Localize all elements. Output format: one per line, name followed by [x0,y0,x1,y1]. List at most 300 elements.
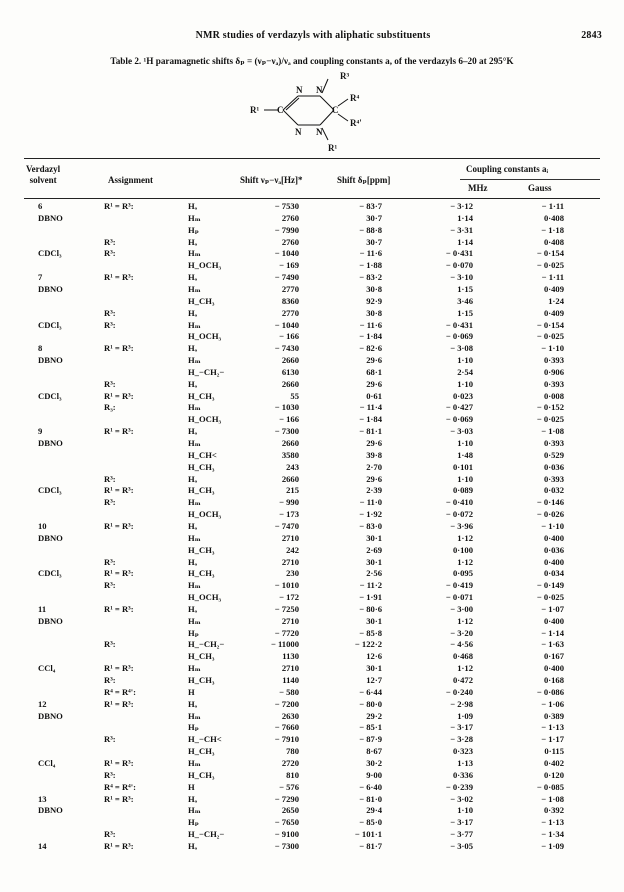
assignment-group-cell: R¹ = R³: [104,698,134,709]
header-mhz: MHz [468,183,488,193]
table-row [0,545,624,556]
shift-ppm-cell: − 81·1 [359,426,382,437]
assignment-atom-cell: H_OCH₃ [188,260,222,271]
coupling-gauss-cell: − 0·025 [536,260,564,271]
table-row [0,651,624,662]
shift-ppm-cell: − 80·0 [359,698,382,709]
table-row [0,722,624,733]
solvent-cell: DBNO [38,710,63,721]
shift-hz-cell: 2720 [281,757,299,768]
assignment-atom-cell: Hₒ [188,603,198,614]
coupling-mhz-cell: − 0·069 [445,414,473,425]
coupling-gauss-cell: − 0·152 [536,402,564,413]
coupling-gauss-cell: − 1·11 [541,201,564,211]
shift-ppm-cell: − 11·0 [359,497,382,508]
shift-hz-cell: − 172 [279,592,299,603]
coupling-gauss-cell: − 1·34 [541,829,564,840]
assignment-atom-cell: H_CH₃ [188,461,215,472]
solvent-cell: CDCl₃ [38,568,62,579]
table-row [0,284,624,295]
table-row [0,817,624,828]
shift-hz-cell: 780 [286,746,299,757]
shift-ppm-cell: 29·6 [366,438,382,448]
assignment-group-cell: R¹ = R³: [104,568,134,579]
coupling-gauss-cell: 0·400 [543,532,564,543]
shift-ppm-cell: 0·61 [366,390,382,401]
shift-ppm-cell: − 11·4 [359,402,382,413]
table-row [0,237,624,248]
assignment-atom-cell: Hₒ [188,236,198,247]
coupling-gauss-cell: 0·392 [543,805,564,816]
coupling-header-rule [460,179,600,180]
coupling-mhz-cell: 1·48 [457,449,473,460]
coupling-gauss-cell: 0·400 [543,556,564,567]
solvent-cell: DBNO [38,283,63,294]
shift-hz-cell: 2770 [281,283,299,294]
shift-hz-cell: 2760 [281,236,299,247]
table-row [0,734,624,745]
table-row [0,343,624,354]
shift-ppm-cell: 29·4 [366,805,382,816]
solvent-cell: CDCl₃ [38,390,62,401]
table-row [0,758,624,769]
shift-hz-cell: − 169 [279,260,299,271]
shift-hz-cell: − 990 [279,497,299,508]
n-bot2-label: N [316,127,323,137]
shift-ppm-cell: 8·67 [366,746,382,757]
assignment-atom-cell: Hₘ [188,580,201,591]
shift-ppm-cell: − 85·8 [359,627,382,638]
assignment-group-cell: R¹ = R³: [104,520,134,531]
solvent-cell: DBNO [38,438,63,448]
shift-hz-cell: − 1010 [274,580,299,591]
coupling-mhz-cell: − 0·419 [445,580,473,591]
coupling-gauss-cell: − 0·025 [536,331,564,342]
solvent-cell: 12 [38,698,47,709]
assignment-atom-cell: Hₘ [188,497,201,508]
n-top2-label: N [316,85,323,95]
shift-hz-cell: 2770 [281,307,299,318]
coupling-mhz-cell: 0·468 [452,651,473,662]
table-row [0,272,624,283]
shift-ppm-cell: − 1·91 [359,592,382,603]
solvent-cell: 8 [38,343,43,354]
table-row [0,201,624,212]
assignment-group-cell: R₃: [104,402,116,413]
assignment-group-cell: R³: [104,248,116,259]
shift-ppm-cell: − 11·6 [359,248,382,259]
table-row [0,663,624,674]
coupling-gauss-cell: − 1·08 [541,426,564,437]
shift-hz-cell: 2760 [281,212,299,223]
r3-label: R³ [340,71,350,81]
table-row [0,331,624,342]
coupling-mhz-cell: 0·336 [452,769,473,780]
assignment-group-cell: R³: [104,639,116,650]
coupling-gauss-cell: − 0·025 [536,414,564,425]
table-row [0,675,624,686]
coupling-gauss-cell: 0·408 [543,212,564,223]
shift-ppm-cell: − 81·7 [359,840,382,851]
solvent-cell: DBNO [38,805,63,816]
coupling-gauss-cell: − 1·14 [541,627,564,638]
shift-hz-cell: 2710 [281,532,299,543]
coupling-mhz-cell: 0·095 [452,568,473,579]
coupling-mhz-cell: 1·10 [457,438,473,448]
shift-ppm-cell: 12·7 [366,675,382,685]
table-row [0,355,624,366]
coupling-mhz-cell: − 3·20 [450,627,473,638]
coupling-gauss-cell: − 0·154 [536,319,564,330]
assignment-group-cell: R⁴ = R⁴': [104,686,137,697]
coupling-gauss-cell: 0·408 [543,236,564,247]
coupling-mhz-cell: 2·54 [457,366,473,377]
shift-hz-cell: 55 [290,390,299,401]
shift-hz-cell: 1140 [282,675,299,685]
solvent-cell: 7 [38,272,43,283]
assignment-atom-cell: H_CH₃ [188,390,215,401]
coupling-gauss-cell: − 1·09 [541,840,564,851]
coupling-mhz-cell: 1·10 [457,805,473,816]
coupling-gauss-cell: 0·402 [543,757,564,768]
assignment-group-cell: R¹ = R³: [104,390,134,401]
table-row [0,746,624,757]
shift-ppm-cell: − 101·1 [354,829,382,840]
coupling-gauss-cell: − 0·086 [536,686,564,697]
table-row [0,521,624,532]
coupling-gauss-cell: − 1·10 [541,343,564,354]
shift-hz-cell: − 580 [279,686,299,697]
assignment-atom-cell: Hₒ [188,201,198,211]
assignment-atom-cell: Hₚ [188,627,199,638]
table-row [0,782,624,793]
solvent-cell: 10 [38,520,47,531]
shift-hz-cell: 242 [286,544,299,555]
coupling-gauss-cell: − 0·146 [536,497,564,508]
assignment-group-cell: R³: [104,319,116,330]
coupling-mhz-cell: − 0·070 [445,260,473,271]
assignment-atom-cell: H_CH₃ [188,746,215,757]
table-row [0,711,624,722]
table-top-rule [24,158,600,159]
shift-hz-cell: − 166 [279,331,299,342]
assignment-group-cell: R³: [104,734,116,745]
shift-hz-cell: 2660 [281,378,299,389]
assignment-group-cell: R³: [104,675,116,685]
coupling-mhz-cell: − 3·00 [450,603,473,614]
header-assignment: Assignment [108,175,154,185]
table-row [0,687,624,698]
shift-hz-cell: − 166 [279,414,299,425]
coupling-gauss-cell: 0·906 [543,366,564,377]
header-coupling: Coupling constants aᵢ [466,164,549,174]
assignment-atom-cell: Hₒ [188,840,198,851]
assignment-group-cell: R³: [104,497,116,508]
assignment-atom-cell: Hₒ [188,556,198,567]
assignment-atom-cell: Hₘ [188,438,201,448]
shift-ppm-cell: 29·6 [366,378,382,389]
coupling-gauss-cell: 0·393 [543,355,564,366]
verdazyl-structure-diagram [250,68,390,154]
coupling-gauss-cell: − 1·06 [541,698,564,709]
shift-hz-cell: − 7530 [274,201,299,211]
coupling-mhz-cell: − 3·96 [450,520,473,531]
coupling-gauss-cell: 0·120 [543,769,564,780]
table-row [0,296,624,307]
assignment-atom-cell: Hₒ [188,378,198,389]
r1-left-label: R¹ [250,105,260,115]
coupling-mhz-cell: − 0·072 [445,509,473,520]
table-row [0,485,624,496]
assignment-atom-cell: H_OCH₃ [188,509,222,520]
assignment-atom-cell: H_OCH₃ [188,414,222,425]
shift-ppm-cell: − 1·88 [359,260,382,271]
shift-hz-cell: − 7300 [274,840,299,851]
coupling-mhz-cell: 1·09 [457,710,473,721]
coupling-mhz-cell: − 3·77 [450,829,473,840]
assignment-atom-cell: H_−CH< [188,734,222,745]
table-row [0,308,624,319]
assignment-atom-cell: Hₘ [188,212,201,223]
coupling-mhz-cell: − 2·98 [450,698,473,709]
shift-ppm-cell: 30·1 [366,556,382,567]
assignment-group-cell: R¹ = R³: [104,757,134,768]
coupling-gauss-cell: − 1·08 [541,793,564,804]
shift-hz-cell: − 173 [279,509,299,520]
coupling-mhz-cell: 1·12 [457,556,473,567]
shift-ppm-cell: − 6·44 [359,686,382,697]
table-row [0,426,624,437]
coupling-mhz-cell: 1·15 [457,283,473,294]
shift-hz-cell: 2710 [281,615,299,626]
table-header-rule [24,198,600,199]
assignment-atom-cell: Hₒ [188,698,198,709]
coupling-mhz-cell: − 3·17 [450,817,473,828]
coupling-gauss-cell: 0·034 [543,568,564,579]
coupling-mhz-cell: − 4·56 [450,639,473,650]
shift-hz-cell: 1130 [282,651,299,662]
coupling-mhz-cell: 1·12 [457,615,473,626]
assignment-atom-cell: Hₘ [188,283,201,294]
coupling-mhz-cell: − 3·17 [450,722,473,733]
shift-ppm-cell: − 83·0 [359,520,382,531]
shift-hz-cell: − 7470 [274,520,299,531]
assignment-atom-cell: Hₒ [188,307,198,318]
shift-ppm-cell: − 11·2 [359,580,382,591]
shift-ppm-cell: 29·6 [366,355,382,366]
solvent-cell: CDCl₃ [38,485,62,496]
shift-ppm-cell: 30·1 [366,615,382,626]
coupling-mhz-cell: 0·100 [452,544,473,555]
table-row [0,474,624,485]
assignment-group-cell: R⁴ = R⁴': [104,781,137,792]
assignment-group-cell: R³: [104,378,116,389]
assignment-atom-cell: Hₘ [188,710,201,721]
assignment-atom-cell: H_CH₃ [188,568,215,579]
coupling-gauss-cell: 0·036 [543,544,564,555]
coupling-mhz-cell: − 3·03 [450,426,473,437]
assignment-atom-cell: H_CH₃ [188,651,215,662]
coupling-gauss-cell: 0·409 [543,283,564,294]
shift-ppm-cell: 30·7 [366,236,382,247]
assignment-group-cell: R³: [104,473,116,484]
shift-hz-cell: − 7650 [274,817,299,828]
table-row [0,557,624,568]
assignment-atom-cell: H_−CH₂− [188,829,225,840]
assignment-atom-cell: H_CH₃ [188,544,215,555]
assignment-atom-cell: Hₘ [188,615,201,626]
coupling-gauss-cell: 0·032 [543,485,564,496]
shift-ppm-cell: 2·70 [366,461,382,472]
table-row [0,225,624,236]
coupling-gauss-cell: 0·400 [543,615,564,626]
assignment-group-cell: R³: [104,829,116,840]
assignment-atom-cell: Hₘ [188,355,201,366]
shift-ppm-cell: 30·8 [366,307,382,318]
shift-hz-cell: − 7290 [274,793,299,804]
table-row [0,391,624,402]
shift-ppm-cell: 2·56 [366,568,382,579]
shift-hz-cell: − 1040 [274,319,299,330]
solvent-cell: DBNO [38,615,63,626]
solvent-cell: CCl₄ [38,663,56,674]
assignment-group-cell: R³: [104,580,116,591]
shift-ppm-cell: − 83·2 [359,272,382,283]
table-row [0,628,624,639]
assignment-atom-cell: H_CH₃ [188,485,215,496]
table-row [0,805,624,816]
shift-ppm-cell: 68·1 [366,366,382,377]
shift-ppm-cell: − 80·6 [359,603,382,614]
shift-hz-cell: 2660 [281,438,299,448]
assignment-atom-cell: Hₘ [188,532,201,543]
shift-hz-cell: − 1030 [274,402,299,413]
coupling-gauss-cell: − 1·17 [541,734,564,745]
coupling-gauss-cell: 0·393 [543,378,564,389]
assignment-atom-cell: Hₚ [188,722,199,733]
shift-hz-cell: 2710 [281,663,299,674]
shift-hz-cell: − 7300 [274,426,299,437]
shift-hz-cell: 810 [286,769,299,780]
shift-hz-cell: − 576 [279,781,299,792]
shift-ppm-cell: 30·7 [366,212,382,223]
solvent-cell: CCl₄ [38,757,56,768]
assignment-group-cell: R¹ = R³: [104,663,134,674]
coupling-gauss-cell: 0·393 [543,473,564,484]
shift-hz-cell: 6130 [281,366,299,377]
shift-ppm-cell: 30·8 [366,283,382,294]
shift-hz-cell: − 7430 [274,343,299,354]
assignment-group-cell: R¹ = R³: [104,201,134,211]
assignment-group-cell: R¹ = R³: [104,485,134,496]
solvent-cell: 9 [38,426,43,437]
shift-hz-cell: 8360 [281,295,299,306]
assignment-group-cell: R¹ = R³: [104,343,134,354]
shift-hz-cell: 2630 [281,710,299,721]
assignment-group-cell: R³: [104,769,116,780]
coupling-mhz-cell: − 3·31 [450,224,473,235]
coupling-mhz-cell: − 0·071 [445,592,473,603]
coupling-mhz-cell: − 3·28 [450,734,473,745]
assignment-atom-cell: H [188,781,195,792]
page-number: 2843 [581,30,602,41]
table-row [0,414,624,425]
shift-ppm-cell: 39·8 [366,449,382,460]
coupling-mhz-cell: − 0·240 [445,686,473,697]
coupling-mhz-cell: − 3·12 [450,201,473,211]
assignment-atom-cell: H_CH₃ [188,295,215,306]
coupling-gauss-cell: 0·167 [543,651,564,662]
assignment-atom-cell: Hₒ [188,272,198,283]
assignment-atom-cell: H_−CH₂− [188,639,225,650]
header-gauss: Gauss [528,183,552,193]
coupling-mhz-cell: − 3·05 [450,840,473,851]
coupling-mhz-cell: 0·323 [452,746,473,757]
coupling-mhz-cell: − 0·427 [445,402,473,413]
solvent-cell: 14 [38,840,47,851]
shift-ppm-cell: 30·1 [366,663,382,674]
coupling-mhz-cell: − 3·08 [450,343,473,354]
r1-bottom-label: R¹ [328,143,338,153]
shift-ppm-cell: − 1·84 [359,331,382,342]
coupling-gauss-cell: 0·409 [543,307,564,318]
shift-hz-cell: − 7910 [274,734,299,745]
table-row [0,616,624,627]
r4-label: R⁴ [350,93,360,103]
coupling-mhz-cell: 1·14 [457,212,473,223]
coupling-mhz-cell: 1·10 [457,378,473,389]
assignment-group-cell: R³: [104,307,116,318]
shift-hz-cell: − 7660 [274,722,299,733]
header-shift-hz: Shift νₚ−νₐ[Hz]* [240,175,303,185]
shift-ppm-cell: − 1·92 [359,509,382,520]
assignment-atom-cell: Hₘ [188,319,201,330]
assignment-atom-cell: Hₚ [188,817,199,828]
coupling-mhz-cell: 1·10 [457,473,473,484]
table-row [0,770,624,781]
coupling-mhz-cell: − 0·431 [445,319,473,330]
coupling-mhz-cell: − 0·431 [445,248,473,259]
assignment-atom-cell: Hₘ [188,663,201,674]
solvent-cell: CDCl₃ [38,248,62,259]
shift-ppm-cell: 30·1 [366,532,382,543]
coupling-gauss-cell: − 1·18 [541,224,564,235]
coupling-mhz-cell: 1·12 [457,663,473,674]
coupling-mhz-cell: − 3·02 [450,793,473,804]
assignment-atom-cell: Hₒ [188,520,198,531]
solvent-cell: 6 [38,201,43,211]
shift-hz-cell: − 7720 [274,627,299,638]
coupling-gauss-cell: − 1·13 [541,817,564,828]
coupling-gauss-cell: − 1·13 [541,722,564,733]
assignment-atom-cell: Hₒ [188,343,198,354]
coupling-gauss-cell: − 1·63 [541,639,564,650]
table-row [0,438,624,449]
table-row [0,592,624,603]
assignment-group-cell: R³: [104,556,116,567]
assignment-group-cell: R³: [104,236,116,247]
coupling-mhz-cell: 0·472 [452,675,473,685]
table-row [0,213,624,224]
n-bot-label: N [295,127,302,137]
table-row [0,829,624,840]
shift-hz-cell: − 7490 [274,272,299,283]
coupling-gauss-cell: − 0·085 [536,781,564,792]
coupling-gauss-cell: 0·389 [543,710,564,721]
coupling-mhz-cell: 1·15 [457,307,473,318]
table-row [0,497,624,508]
shift-ppm-cell: 9·00 [366,769,382,780]
